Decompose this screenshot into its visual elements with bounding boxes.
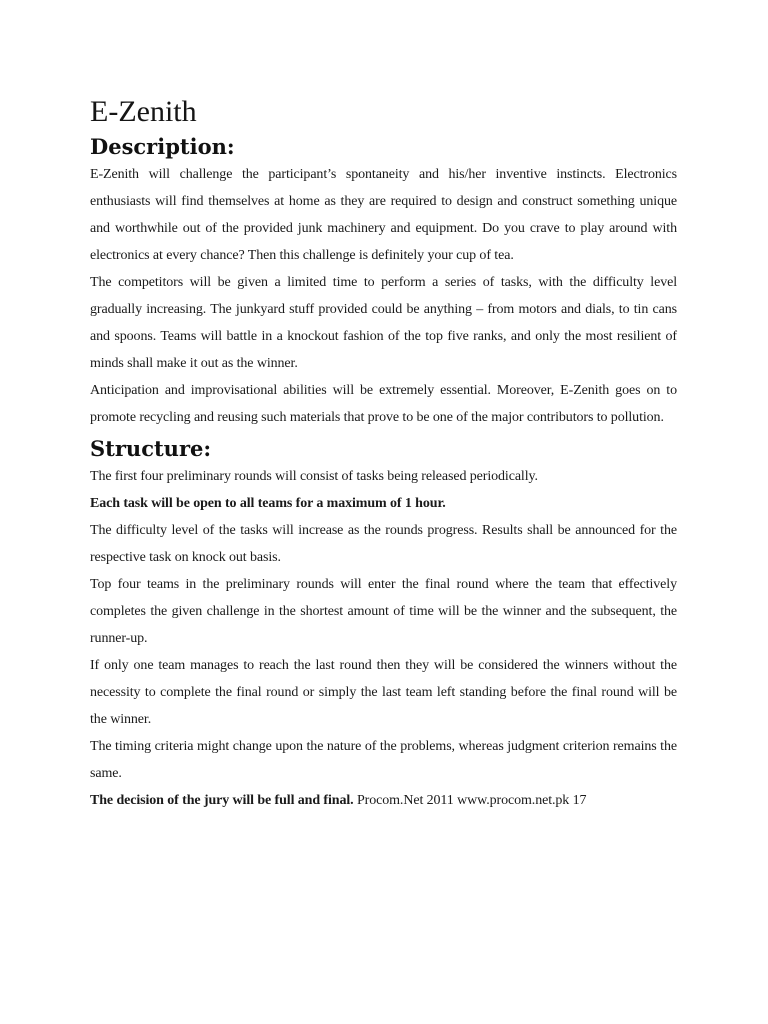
- footer-text: Procom.Net 2011 www.procom.net.pk 17: [353, 793, 587, 808]
- structure-paragraph-2: Each task will be open to all teams for a maximum of 1 hour.: [90, 496, 446, 511]
- structure-heading: Structure:: [90, 436, 212, 461]
- description-paragraph-2: The competitors will be given a limited time to perform a series of tasks, with the difficulty level gradually increasing. The junkyard stuff provided could be anything – from motors and dials, to tin cans and spoons. Teams will battle in a knockout fashion of the top five ranks, and only the most resilient of minds shall make it out as the winner.: [90, 275, 677, 371]
- description-heading: Description:: [90, 134, 235, 159]
- structure-paragraph-3: The difficulty level of the tasks will increase as the rounds progress. Results shall be announced for the respective task on knock out basis.: [90, 523, 677, 565]
- description-paragraph-3: Anticipation and improvisational abilities will be extremely essential. Moreover, E-Zenith goes on to promote recycling and reusing such materials that prove to be one of the major contributors to pollution.: [90, 383, 677, 425]
- structure-paragraph-7: [90, 787, 677, 814]
- structure-paragraph-5: If only one team manages to reach the last round then they will be considered the winners without the necessity to complete the final round or simply the last team left standing before the final round will be the winner.: [90, 658, 677, 727]
- structure-paragraph-4: Top four teams in the preliminary rounds will enter the final round where the team that effectively completes the given challenge in the shortest amount of time will be the winner and the subsequent, the runner-up.: [90, 577, 677, 646]
- document-title: E-Zenith: [90, 95, 197, 128]
- description-paragraph-1: E-Zenith will challenge the participant’s spontaneity and his/her inventive instincts. Electronics enthusiasts will find themselves at home as they are required to design and construct something unique and worthwhile out of the provided junk machinery and equipment. Do you crave to play around with electronics at every chance? Then this challenge is definitely your cup of tea.: [90, 167, 677, 263]
- jury-decision-text: The decision of the jury will be full and final.: [90, 793, 354, 808]
- document-content: [90, 92, 677, 814]
- structure-paragraph-6: The timing criteria might change upon the nature of the problems, whereas judgment criterion remains the same.: [90, 739, 677, 781]
- structure-paragraph-1: The first four preliminary rounds will consist of tasks being released periodically.: [90, 469, 538, 484]
